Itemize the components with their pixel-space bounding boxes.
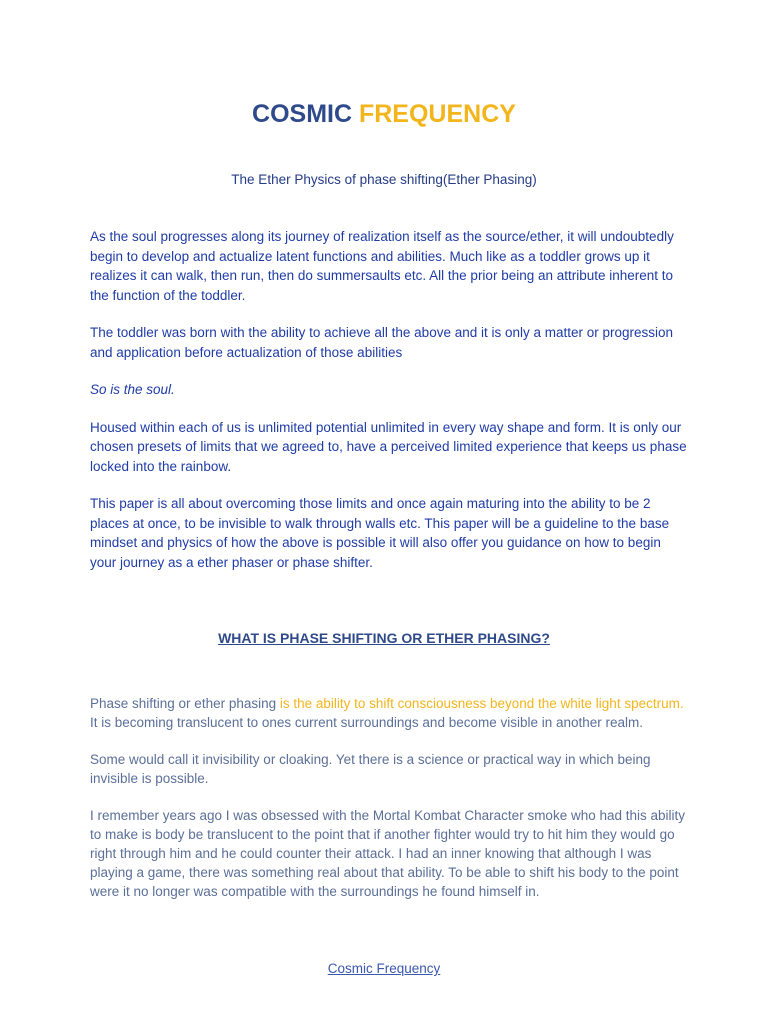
- section-paragraph-1-highlight: is the ability to shift consciousness beyond the white light spectrum.: [279, 696, 684, 711]
- title-word-frequency: FREQUENCY: [358, 100, 516, 128]
- section-paragraph-1-start: Phase shifting or ether phasing: [90, 696, 280, 711]
- section-body: [90, 694, 690, 919]
- intro-paragraph-4: Housed within each of us is unlimited potential unlimited in every way shape and form. It is only our chosen presets of limits that we agreed to, have a perceived limited experience that keeps us phase locked into the rainbow.: [90, 419, 687, 474]
- document-subtitle: The Ether Physics of phase shifting(Ether Phasing): [231, 172, 537, 187]
- intro-paragraph-3: So is the soul.: [90, 382, 175, 397]
- section-paragraph-2: Some would call it invisibility or cloaking. Yet there is a science or practical way in which being invisible is possible.: [90, 752, 651, 786]
- intro-paragraph-2: The toddler was born with the ability to achieve all the above and it is only a matter or progression and application before actualization of those abilities: [90, 325, 674, 360]
- section-heading: WHAT IS PHASE SHIFTING OR ETHER PHASING?: [218, 630, 550, 646]
- section-paragraph-3: I remember years ago I was obsessed with the Mortal Kombat Character smoke who had this ability to make is body be translucent to the point that if another fighter would try to hit him they would go right through him and he could counter their attack. I had an inner knowing that although I was playing a game, there was something real about that ability. To be able to shift his body to the point were it no longer was compatible with the surroundings he found himself in.: [90, 808, 686, 899]
- section-paragraph-1-end: It is becoming translucent to ones current surroundings and become visible in another realm.: [90, 715, 644, 730]
- intro-section: [90, 227, 690, 590]
- document-title: [0, 98, 768, 130]
- section-paragraph-1: [90, 694, 690, 732]
- intro-paragraph-5: This paper is all about overcoming those limits and once again maturing into the ability to be 2 places at once, to be invisible to walk through walls etc. This paper will be a guideline to the base mindset and physics of how the above is possible it will also offer you guidance on how to begin your journey as a ether phaser or phase shifter.: [90, 496, 670, 570]
- footer-link[interactable]: Cosmic Frequency: [327, 961, 441, 976]
- intro-paragraph-1: As the soul progresses along its journey of realization itself as the source/ether, it will undoubtedly begin to develop and actualize latent functions and abilities. Much like as a toddler grows up it realizes it can walk, then run, then do summersaults etc. All the prior being an attribute inherent to the function of the toddler.: [90, 229, 674, 303]
- title-word-cosmic: COSMIC: [252, 100, 353, 128]
